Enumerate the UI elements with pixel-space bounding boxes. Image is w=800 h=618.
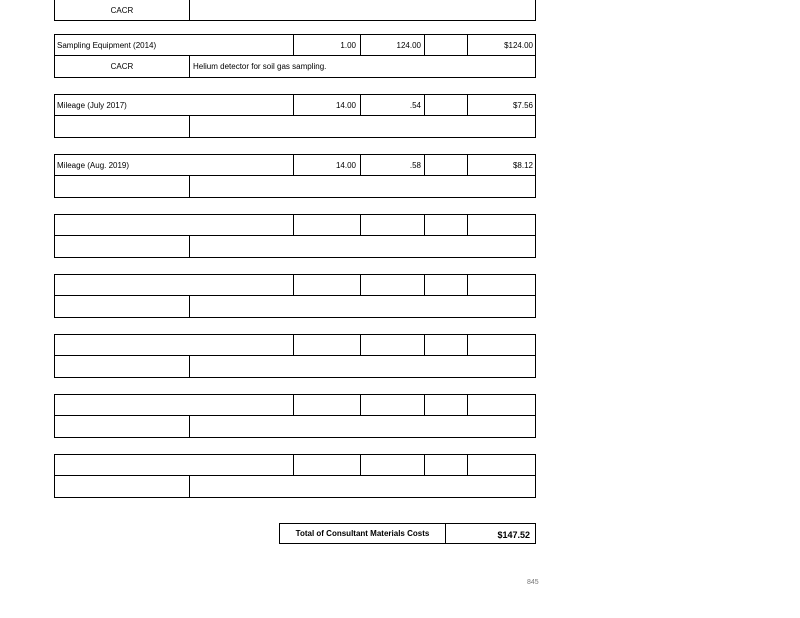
item-note [193,236,533,257]
item-main-row [54,274,536,296]
item-quantity: 1.00 [293,35,359,55]
item-description: Mileage (Aug. 2019) [57,161,130,170]
item-total [467,275,535,295]
item-main-row [54,334,536,356]
item-code [55,116,190,137]
item-blank [424,275,468,295]
item-quantity [293,395,359,415]
top-partial-row [54,0,536,21]
item-code: CACR [55,56,190,77]
item-code [55,416,190,437]
item-code [55,236,190,257]
item-detail-row [54,116,536,138]
item-note: Helium detector for soil gas sampling. [193,62,327,71]
item-rate: .58 [360,155,424,175]
item-block [54,154,536,198]
item-block [54,34,536,78]
item-description [57,395,291,415]
item-block [54,334,536,378]
item-description [57,275,291,295]
item-total: $124.00 [467,35,535,55]
item-description [57,335,291,355]
item-block [54,214,536,258]
item-total: $8.12 [467,155,535,175]
item-rate [360,455,424,475]
item-note [193,116,533,137]
item-blank [424,155,468,175]
item-total [467,215,535,235]
summary-label: Total of Consultant Materials Costs [280,524,446,543]
item-rate: 124.00 [360,35,424,55]
item-quantity [293,215,359,235]
item-block [54,274,536,318]
item-detail-row [54,176,536,198]
item-rate [360,275,424,295]
item-note [193,356,533,377]
item-quantity: 14.00 [293,95,359,115]
item-rate: .54 [360,95,424,115]
item-note [193,416,533,437]
item-detail-row [54,356,536,378]
item-main-row [54,214,536,236]
item-total [467,395,535,415]
item-note [193,0,533,20]
item-block [54,94,536,138]
item-detail-row [54,416,536,438]
item-blank [424,455,468,475]
item-blank [424,35,468,55]
page-number: 845 [527,579,539,586]
item-quantity [293,455,359,475]
item-note [193,476,533,497]
item-detail-row [54,476,536,498]
item-blank [424,215,468,235]
summary-total: $147.52 [497,530,530,540]
item-block [54,394,536,438]
item-main-row [54,154,536,176]
item-description [57,215,291,235]
item-main-row [54,34,536,56]
item-quantity [293,275,359,295]
item-description: Sampling Equipment (2014) [57,41,157,50]
item-detail-row [54,296,536,318]
item-blank [424,95,468,115]
item-note [193,296,533,317]
item-block [54,454,536,498]
item-blank [424,395,468,415]
item-blank [424,335,468,355]
item-total [467,335,535,355]
item-quantity: 14.00 [293,155,359,175]
item-rate [360,215,424,235]
item-code [55,176,190,197]
item-code [55,476,190,497]
item-detail-row [54,56,536,78]
item-main-row [54,94,536,116]
item-detail-row [54,236,536,258]
item-rate [360,335,424,355]
summary-row [279,523,536,544]
item-main-row [54,454,536,476]
item-total [467,455,535,475]
item-total: $7.56 [467,95,535,115]
item-code [55,296,190,317]
item-code [55,356,190,377]
item-rate [360,395,424,415]
item-main-row [54,394,536,416]
item-description [57,455,291,475]
item-note [193,176,533,197]
item-description: Mileage (July 2017) [57,101,127,110]
item-code: CACR [55,0,190,20]
item-quantity [293,335,359,355]
